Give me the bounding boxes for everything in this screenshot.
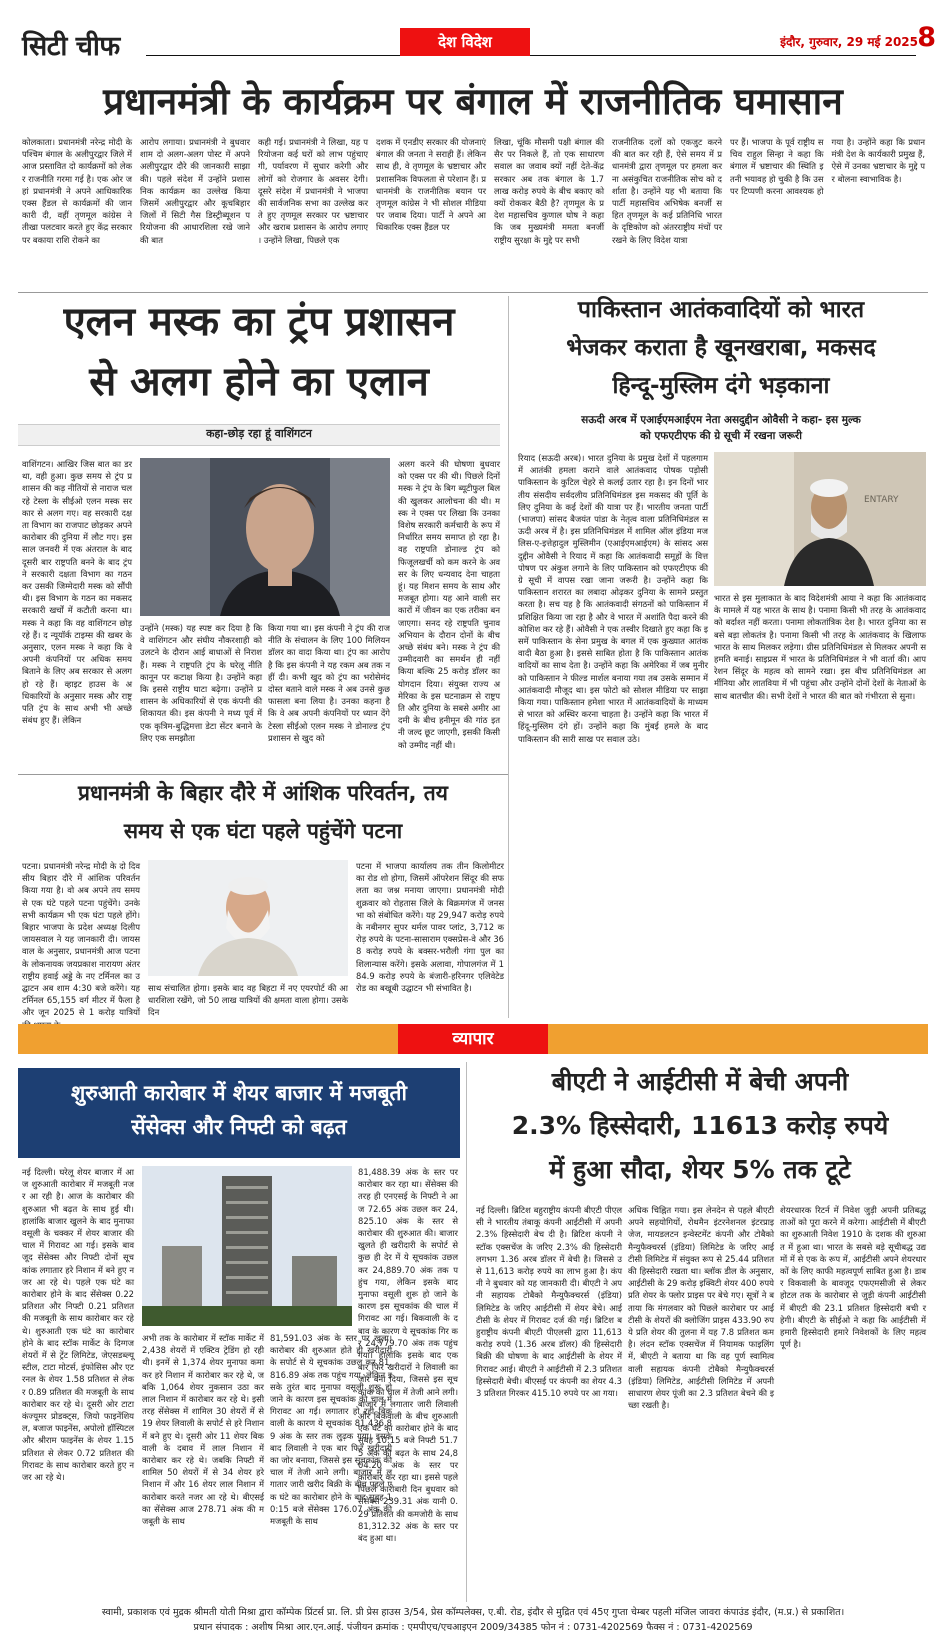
imprint-line-2: प्रधान संपादक : अशीष मिश्रा आर.एन.आई. पंजीयन क्रमांक : एमपीएच/एचआइएन 2009/34385 फोन नं : 0731-4202569 फैक्स नं : 0731-4202569 [193, 1622, 753, 1633]
business-band [18, 1024, 928, 1054]
story4-col2: साथ संचालित होगा। इसके बाद वह बिहटा में नए एयरपोर्ट की आधारशिला रखेंगे, जो 50 लाख यात्रियों की क्षमता वाला होगा। उसके दिन [148, 983, 348, 1018]
story6-headline-2: 2.3% हिस्सेदारी, 11613 करोड़ रुपये [511, 1111, 889, 1140]
column-divider [508, 296, 509, 1018]
story5-col4: 81,488.39 अंक के स्तर पर कारोबार कर रहा था। सेंसेक्स की तरह ही एनएसई के निफ्टी ने आज 72.65 अंक उछल कर 24,825.10 अंक के स्तर से कारोबार की शुरुआत की। बाजार खुलते ही खरीदारी के सपोर्ट से कुछ ही देर में ये सूचकांक उछल कर 24,889.70 अंक तक पहुंच गया, लेकिन इसके बाद मुनाफा वसूली शुरू हो जाने के कारण इस सूचकांक की चाल में गिरावट आ गई। बिकवाली के दबाव के कारण ये सूचकांक गिर कर 24,779.70 अंक तक पहुंच गया। हालांकि इसके बाद एक बार फिर खरीदारों ने लिवाली का जोर बना दिया, जिससे इस सूचकांक की चाल में तेजी आने लगी। बाजार में लगातार जारी लिवाली और बिकवाली के बीच शुरुआती एक घंटे का कारोबार होने के बाद सुबह 10:15 बजे निफ्टी 51.75 अंक की बढ़त के साथ 24,804.20 अंक के स्तर पर कारोबार कर रहा था। इससे पहले पिछले कारोबारी दिन बुधवार को सेंसेक्स 239.31 अंक यानी 0.29 प्रतिशत की कमजोरी के साथ 81,312.32 अंक के स्तर पर बंद हुआ था। [358, 1167, 458, 1544]
story3-headline-2: भेजकर कराता है खूनखराबा, मकसद [566, 335, 876, 361]
bse-building-photo [142, 1166, 352, 1326]
story6-col3: शेयरधारक रिटर्न में निवेश जुड़ी अपनी प्रतिबद्धताओं को पूरा करने में करेगा। आईटीसी में बीएटी का शुरुआती निवेश 1910 के दशक की शुरुआत में हुआ था। भारत के सबसे बड़े सूचीबद्ध उद्यमों में से एक के रूप में, आईटीसी अपने शेयरधारकों के लिए काफी महत्वपूर्ण साबित हुआ है। डाबर विकवाली के बावजूद एफएमसीजी से लेकर होटल तक के कारोबार से जुड़ी कंपनी आईटीसी में बीएटी की 23.1 प्रतिशत हिस्सेदारी बची रहेगी। बीएटी के सीईओ ने कहा कि आईटीसी में हमारी हिस्सेदारी हमारे निवेशकों के लिए महत्वपूर्ण है। [780, 1205, 926, 1350]
section-tag: देश विदेश [400, 28, 530, 56]
story3-headline-1: पाकिस्तान आतंकवादियों को भारत [577, 297, 865, 323]
imprint-footer [18, 1605, 928, 1635]
dateline: इंदौर, गुरुवार, 29 मई 2025 [780, 35, 918, 49]
story6-headline-1: बीएटी ने आईटीसी में बेची अपनी [551, 1067, 849, 1096]
story2-col1: वाशिंगटन। आखिर जिस बात का डर था, वही हुआ। कुछ समय से ट्रंप प्रशासन की कड़ नीतियों से नाराज चल रहे टेस्ला के सीईओ एलन मस्क सरकार से अलग गए। वह सरकारी दक्षता विभाग का राजपाट छोड़कर अपने कारोबार की दुनिया में लौट गए। इस साल जनवरी में एक अंतराल के बाद दूसरी बार राष्ट्रपति बनने के बाद ट्रंप ने सरकारी दक्षता विभाग का गठन कर उसकी जिम्मेदारी मस्क को सौंपी थी। इस विभाग के गठन का मकसद सरकारी खर्चों में कटौती करना था। मस्क ने कहा कि वह वाशिंगटन छोड़ रहे हैं। द न्यूयॉर्क टाइम्स की खबर के अनुसार, एलन मस्क ने कहा कि वे अपनी कंपनियों पर अधिक समय बिताने के लिए अब सरकार से अलग हो रहे हैं। व्हाइट हाउस के अधिकारियों के अनुसार मस्क और राष्ट्रपति ट्रंप के साथ अभी भी अच्छे संबंध हुए हैं। लेकिन [22, 459, 132, 726]
story1-col7: पर हैं। भाजपा के पूर्व राष्ट्रीय सचिव राहुल सिन्हा ने कहा कि बंगाल में भ्रष्टाचार की स्थिति इतनी भयावह हो चुकी है कि उस पर टिप्पणी करना आवश्यक हो गया है। उन्होंने कहा कि प्रधानमंत्री देश के कार्यकारी प्रमुख हैं, ऐसे में उनका भ्रष्टाचार के मुद्दे पर बोलना स्वाभाविक है। [730, 137, 925, 196]
story6-col1: नई दिल्ली। ब्रिटिश बहुराष्ट्रीय कंपनी बीएटी पीएलसी ने भारतीय तंबाकू कंपनी आईटीसी में अपनी 2.3% हिस्सेदारी बेच दी है। ब्रिटिश कंपनी ने स्टॉक एक्सचेंज के जरिए 2.3% की हिस्सेदारी लगभग 1.36 अरब डॉलर में बेची है। जिससे उसे 11,613 करोड़ रुपये का लाभ हुआ है। कंपनी ने बुधवार को यह जानकारी दी। बीएटी ने अपनी सहायक टोबैको मैन्युफैक्चरर्स (इंडिया) लिमिटेड के जरिए आईटीसी में शेयर बेचे। आईटीसी के शेयर में गिरावट दर्ज की गई। ब्रिटिश बहुराष्ट्रीय कंपनी बीएटी पीएलसी द्वारा 11,613 करोड़ रुपये (1.36 अरब डॉलर) की हिस्सेदारी बिक्री की घोषणा के बाद आईटीसी के शेयर में गिरावट आई। बीएटी ने आईटीसी में 2.3 प्रतिशत हिस्सेदारी बेची। बीएसई पर कंपनी का शेयर 4.33 प्रतिशत गिरकर 415.10 रुपये पर आ गया। [476, 1205, 622, 1399]
modi-photo [148, 860, 348, 976]
story6-headline-3: में हुआ सौदा, शेयर 5% तक टूटे [549, 1155, 851, 1184]
story2-col4: अलग करने की घोषणा बुधवार को एक्स पर की थी। पिछले दिनों मस्क ने ट्रंप के बिग ब्यूटीफुल बिल की खुलकर आलोचना की थी। मस्क ने एक्स पर लिखा कि उनका विशेष सरकारी कर्मचारी के रूप में निर्धारित समय समाप्त हो रहा है। वह राष्ट्रपति डोनाल्ड ट्रंप को फिजूलखर्ची को कम करने के अवसर के लिए धन्यवाद देना चाहता हूं। यह मिशन समय के साथ और मजबूत होगा। यह आने वाली सरकारों में जीवन का एक तरीका बन जाएगा। सनद रहे राष्ट्रपति चुनाव अभियान के दौरान दोनों के बीच अच्छे संबंध बने। मस्क ने ट्रंप की उम्मीदवारी का समर्थन ही नहीं किया बल्कि 25 करोड़ डॉलर का योगदान दिया। संयुक्त राज्य अमेरिका के इस घटनाक्रम से राष्ट्रपति और दुनिया के सबसे अमीर आदमी के बीच हनीमून की गांठ इतनी जल्द छूट जाएगी, इसकी किसी को उम्मीद नहीं थी। [398, 459, 500, 750]
story1-headline: प्रधानमंत्री के कार्यक्रम पर बंगाल में राजनीतिक घमासान [103, 80, 843, 123]
story5-col1: नई दिल्ली। घरेलू शेयर बाजार में आज शुरुआती कारोबार में मजबूती नजर आ रही है। आज के कारोबार की शुरुआत भी बढ़त के साथ हुई थी। हालांकि बाजार खुलने के बाद मुनाफा वसूली के चक्कर में शेयर बाजार की चाल में गिरावट आ गई। इसके बावजूद सेंसेक्स और निफ्टी दोनों सूचकांक लगातार हरे निशान में बने हुए नजर आ रहे थे। पहले एक घंटे का कारोबार होने के बाद सेंसेक्स 0.22 प्रतिशत और निफ्टी 0.21 प्रतिशत की मजबूती के साथ कारोबार कर रहे थे। शुरुआती एक घंटे का कारोबार होने के बाद स्टॉक मार्केट के दिग्गज शेयरों में से ट्रेंट लिमिटेड, जेएसडब्ल्यू स्टील, टाटा मोटर्स, इंफोसिस और एटरनल के शेयर 1.58 प्रतिशत से लेकर 0.89 प्रतिशत की मजबूती के साथ कारोबार कर रहे थे। दूसरी ओर टाटा कंज्यूमर प्रोडक्ट्स, जियो फाइनेंशियल, बजाज फाइनेंस, अपोलो हॉस्पिटल और श्रीराम फाइनेंस के शेयर 1.15 प्रतिशत से लेकर 0.72 प्रतिशत की गिरावट के साथ कारोबार करते हुए नजर आ रहे थे। [22, 1167, 134, 1483]
story1-col1: कोलकाता। प्रधानमंत्री नरेन्द्र मोदी के पश्चिम बंगाल के अलीपुरद्वार जिले में आज प्रस्तावित दो कार्यक्रमों को लेकर राजनीति गरमा गई है। एक ओर जहां प्रधानमंत्री ने अपने आधिकारिक एक्स हैंडल से कार्यक्रमों की जानकारी दी, वहीं तृणमूल कांग्रेस ने तीखा पलटवार करते हुए केंद्र सरकार पर बकाया राशि रोकने का [22, 137, 132, 245]
story1-col5: लिखा, चूंकि मौसमी पक्षी बंगाल की सैर पर निकले हैं, तो एक साधारण सवाल का जवाब क्यों नहीं देते-केंद्र सरकार अब तक बंगाल के 1.7 लाख करोड़ रुपये के बीच बकाए को क्यों रोककर बैठी है? तृणमूल के प्रदेश महासचिव कुणाल घोष ने कहा कि जब मुख्यमंत्री ममता बनर्जी राष्ट्रीय सुरक्षा के मुद्दे पर सभी [494, 137, 604, 245]
column-divider [466, 1062, 467, 1602]
owaisi-photo [714, 452, 926, 586]
story2-headline-1: एलन मस्क का ट्रंप प्रशासन [63, 299, 455, 345]
story5-headline-box [18, 1068, 460, 1158]
story5-headline-1: शुरुआती कारोबार में शेयर बाजार में मजबूती [71, 1081, 407, 1105]
story4-headline-2: समय से एक घंटा पहले पहुंचेंगे पटना [123, 819, 403, 843]
business-label: व्यापार [398, 1024, 548, 1054]
story4-col3: पटना में भाजपा कार्यालय तक तीन किलोमीटर का रोड शो होगा, जिसमें ऑपरेशन सिंदूर की सफलता का जश्न मनाया जाएगा। प्रधानमंत्री मोदी शुक्रवार को रोहतास जिले के बिक्रमगंज में जनसभा को संबोधित करेंगे। यह 29,947 करोड़ रुपये के नबीनगर सुपर थर्मल पावर प्लांट, 3,712 करोड़ रुपये के पटना-सासाराम एक्सप्रेस-वे और 368 करोड़ रुपये के बक्सर-भरौली गंगा पुल का शिलान्यास करेंगे। इसके अलावा, गोपालगंज में 184.9 करोड़ रुपये के बंजारी-हरिनगर एलिवेटेड रोड का बखूबी उद्घाटन भी संभावित है। [356, 861, 504, 994]
story2-headline-2: से अलग होने का एलान [89, 359, 429, 405]
story1-col2: आरोप लगाया। प्रधानमंत्री ने बुधवार शाम दो अलग-अलग पोस्ट में अपने अलीपुरद्वार दौरे की जानकारी साझा की। पहले संदेश में उन्होंने प्रशासनिक कार्यक्रम का उल्लेख किया जिसमें अलीपुरद्वार और कूचबिहार जिलों में सिटी गैस डिस्ट्रीब्यूशन परियोजना की आधारशिला रखे जाने की बात [140, 137, 250, 245]
story2-col3: किया गया था। इस कंपनी ने ट्रंप की राजनीति के संचालन के लिए 100 मिलियन डॉलर का वादा किया था। ट्रंप का आरोप है कि इस कंपनी ने यह रकम अब तक नहीं दी। कभी खुद को ट्रंप का भरोसेमंद दोस्त बताने वाले मस्क ने अब उनसे कुछ फासला बना लिया है। उनका कहना है कि वे अब अपनी कंपनियों पर ध्यान देंगे टेस्ला सीईओ एलन मस्क ने डोनाल्ड ट्रंप प्रशासन से खुद को [268, 623, 390, 743]
masthead-rule [146, 55, 916, 56]
story3-strap-1: सऊदी अरब में एआईएमआईएम नेता असदुद्दीन ओवैसी ने कहा- इस मुल्क [581, 414, 861, 426]
story1-col4: दशक में एनडीए सरकार की योजनाएं बंगाल की जनता ने सराही हैं। लेकिन साथ ही, वे तृणमूल के भ्रष्टाचार और प्रशासनिक विफलता से परेशान हैं। प्रधानमंत्री के राजनीतिक बयान पर तृणमूल कांग्रेस ने भी सोशल मीडिया पर जवाब दिया। पार्टी ने अपने आधिकारिक एक्स हैंडल पर [376, 137, 486, 233]
story5-col2: अभी तक के कारोबार में स्टॉक मार्केट में 2,438 शेयरों में एक्टिव ट्रेडिंग हो रही थी। इनमें से 1,374 शेयर मुनाफा कमा कर हरे निशान में कारोबार कर रहे थे, जबकि 1,064 शेयर नुकसान उठा कर लाल निशान में कारोबार कर रहे थे। इसी तरह सेंसेक्स में शामिल 30 शेयरों में से 19 शेयर लिवाली के सपोर्ट से हरे निशान में बने हुए थे। दूसरी ओर 11 शेयर बिकवाली के दबाव में लाल निशान में कारोबार कर रहे थे। जबकि निफ्टी में शामिल 50 शेयरों में से 34 शेयर हरे निशान में और 16 शेयर लाल निशान में कारोबार करते नजर आ रहे थे। बीएसई का सेंसेक्स आज 278.71 अंक की मजबूती के साथ [142, 1333, 264, 1527]
imprint-line-1: स्वामी, प्रकाशक एवं मुद्रक श्रीमती योती मिश्रा द्वारा कॉम्पेक प्रिंटर्स प्रा. लि. प्री प्रेस हाउस 3/54, प्रेस कॉम्पलेक्स, ए.बी. रोड, इंदौर से मुद्रित एवं 45ए गुप्ता चेम्बर पहली मंजिल जावरा कंपाउंड इंदौर, (म.प्र.) से प्रकाशित। [101, 1607, 845, 1618]
page-number: 8 [917, 22, 936, 53]
story3-strap-2: को एफएटीएफ की ग्रे सूची में रखना जरूरी [640, 430, 802, 442]
story4-col1: पटना। प्रधानमंत्री नरेन्द्र मोदी के दो दिवसीय बिहार दौरे में आंशिक परिवर्तन किया गया है। वो अब अपने तय समय से एक घंटे पहले पटना पहुंचेंगे। उनके सभी कार्यक्रम भी एक घंटा पहले होंगे। बिहार भाजपा के प्रदेश अध्यक्ष दिलीप जायसवाल ने यह जानकारी दी। जायसवाल के अनुसार, प्रधानमंत्री आज पटना के लोकनायक जयप्रकाश नारायण अंतरराष्ट्रीय हवाई अड्डे के नए टर्मिनल का उद्घाटन अब शाम 4:30 बजे करेंगे। यह टर्मिनल 65,155 वर्ग मीटर में फैला है और जून 2025 से 1 करोड़ यात्रियों [22, 861, 140, 1018]
story4-headline-1: प्रधानमंत्री के बिहार दौरे में आंशिक परिवर्तन, तय [78, 781, 448, 805]
newspaper-logo: सिटी चीफ [22, 31, 120, 62]
masthead [18, 20, 936, 70]
story5-headline-2: सेंसेक्स और निफ्टी को बढ़त [131, 1115, 347, 1139]
elon-musk-photo [140, 458, 390, 616]
svg-text:ENTARY: ENTARY [864, 495, 899, 505]
story3-col2: भारत से इस मुलाकात के बाद विदेशमंत्री आया ने कहा कि आतंकवाद के मामले में यह भारत के साथ है। पनामा किसी भी तरह के आतंकवाद को बर्दाश्त नहीं करता। पनामा लोकतांत्रिक देश है। भारत दुनिया का सबसे बड़ा लोकतंत्र है। पनामा किसी भी तरह के आतंकवाद के खिलाफ भारत के साथ मिलकर लड़ेगा। ग्रीस प्रतिनिधिमंडल से मिलकर अपनी सहमति बनाई। साइप्रस में भारत के प्रतिनिधिमंडल ने भी वार्ता की। आपरेशन सिंदूर के महत्व को सामने रखा। इस बीच प्रतिनिधिमंडल आर्मीनिया और लातविया में भी पहुंचा और उन्होंने दोनों देशों के नेताओं के साथ बातचीत की। सभी देशों ने भारत की बात को गंभीरता से सुना। [714, 593, 926, 701]
story2-strap: कहा-छोड़ रहा हूं वाशिंगटन [206, 427, 312, 440]
story1-col3: कही गई। प्रधानमंत्री ने लिखा, यह परियोजना कई घरों को लाभ पहुंचाएगी, पर्यावरण में सुधार करेगी और लोगों को रोजगार के अवसर देगी। दूसरे संदेश में प्रधानमंत्री ने भाजपा की सार्वजनिक सभा का उल्लेख करते हुए तृणमूल सरकार पर भ्रष्टाचार और खराब प्रशासन के आरोप लगाए। उन्होंने लिखा, पिछले एक [258, 137, 368, 245]
divider [18, 292, 928, 293]
story5-col3: 81,591.03 अंक के स्तर पर खुला। कारोबार की शुरुआत होते ही खरीदारी के सपोर्ट से ये सूचकांक उछल कर 81,816.89 अंक तक पहुंच गया, लेकिन इसके तुरंत बाद मुनाफा वसूली शुरू हो जाने के कारण इस सूचकांक की चाल में गिरावट आ गई। लगातार हो रही बिकवाली के कारण ये सूचकांक 81,436.89 अंक के स्तर तक लुढ़क गया। इसके बाद लिवाली ने एक बार फिर खरीदारी का जोर बनाया, जिससे इस सूचकांक की चाल में तेजी आने लगी। बाजार में लगातार जारी खरीद बिक्री के बीच पहले एक घंटे का कारोबार होने के बाद सुबह 10:15 बजे सेंसेक्स 176.07 अंक की मजबूती के साथ [270, 1333, 392, 1527]
story3-col1: रियाद (सऊदी अरब)। भारत दुनिया के प्रमुख देशों में पहलगाम में आतंकी हमला कराने वाले आतंकवाद पोषक पड़ोसी पाकिस्तान के कुटिल चेहरे से कलई उतार रहा है। इन दिनों भारतीय संसदीय सर्वदलीय प्रतिनिधिमंडल इस मकसद की पूर्ति के लिए दुनिया के कई देशों की यात्रा पर हैं। भारतीय जनता पार्टी (भाजपा) सांसद बैजयंत पांडा के नेतृत्व वाला प्रतिनिधिमंडल सऊदी अरब में है। इस प्रतिनिधिमंडल में शामिल ऑल इंडिया मजलिस-ए-इत्तेहादुल मुस्लिमीन (एआईएमआईएम) के सांसद असदुद्दीन ओवैसी ने रियाद में कहा कि आतंकवादी समूहों के वित्तपोषण पर अंकुश लगाने के लिए पाकिस्तान को एफएटीएफ की ग्रे सूची में वापस रखा जाना जरूरी है। उन्होंने कहा कि पाकिस्तान शरारत का लबादा ओढ़कर दुनिया के सामने प्रस्तुत करता है। सच यह है कि आतंकवादी संगठनों को पाकिस्तान में प्रशिक्षित किया जा रहा है और वे भारत में अशांति पैदा करने की कोशिश कर रहे हैं। ओवैसी ने एक तस्वीर दिखाते हुए कहा कि इसमें पाकिस्तान के सेना प्रमुख के बगल में एक कुख्यात आतंकवादी बैठा हुआ है। इससे साबित होता है कि पाकिस्तान आतंकवादियों का साथ देता है। उन्होंने कहा कि अमेरिका में जब मुनीर को पाकिस्तान ने फील्ड मार्शल बनाया गया तब उसके सम्मान में आतंकवादी मौजूद था। इस फोटो को सोशल मीडिया पर साझा किया गया। पाकिस्तान हमेशा भारत में आतंकवादियों के माध्यम से भारत को अस्थिर करना चाहता है। उन्होंने कहा कि भारत में हिंदू-मुस्लिम दंगे हों। उन्होंने कहा कि मुंबई हमले के बाद पाकिस्तान की सारी साख पर सवाल उठे। [518, 453, 708, 744]
story6-col2: अधिक चिह्नित गया। इस लेनदेन से पहले बीएटी अपने सहयोगियों, रोथमैन इंटरनेशनल इंटरप्राइजेज, मायडलटन इन्वेस्टमेंट कंपनी और टोबैको मैन्युफैक्चरर्स (इंडिया) लिमिटेड के जरिए आईटीसी लिमिटेड में संयुक्त रूप से 25.44 प्रतिशत की हिस्सेदारी रखता था। ब्लॉक डील के अनुसार, आईटीसी के 29 करोड़ इक्विटी शेयर 400 रुपये प्रति शेयर के फ्लोर प्राइस पर बेचे गए। सूत्रों ने बताया कि मंगलवार को पिछले कारोबार पर आईटीसी के शेयरों की क्लोजिंग प्राइस 433.90 रुपये प्रति शेयर की तुलना में यह 7.8 प्रतिशत कम है। लंदन स्टॉक एक्सचेंज में नियामक फाइलिंग में, बीएटी ने बताया था कि वह पूर्ण स्वामित्व वाली सहायक कंपनी टोबैको मैन्युफैक्चरर्स (इंडिया) लिमिटेड, आईटीसी लिमिटेड में अपनी साधारण शेयर पूंजी का 2.3 प्रतिशत बेचने की इच्छा रखती है। [628, 1205, 774, 1411]
story3-headline-3: हिन्दू-मुस्लिम दंगे भड़काना [612, 373, 830, 399]
story2-col2: उन्होंने (मस्क) यह स्पष्ट कर दिया है कि वे वाशिंगटन और संघीय नौकरशाही को उलटने के दौरान आई बाधाओं से निराश हैं। मस्क ने राष्ट्रपति ट्रंप के घरेलू नीति कानून पर कटाक्ष किया है। उन्होंने कहा कि इससे राष्ट्रीय घाटा बढ़ेगा। उन्होंने प्रशासन के अधिकारियों से एक कंपनी की शिकायत की। इस कंपनी ने मध्य पूर्व में एक कृत्रिम-बुद्धिमत्ता डेटा सेंटर बनाने के लिए एक समझौता [140, 623, 262, 743]
divider [18, 774, 508, 775]
story1-col6: राजनीतिक दलों को एकजुट करने की बात कर रही हैं, ऐसे समय में प्रधानमंत्री द्वारा तृणमूल पर हमला करना असंकुचित राजनीतिक सोच को दर्शाता है। उन्होंने यह भी बताया कि पार्टी महासचिव अभिषेक बनर्जी सहित तृणमूल के कई प्रतिनिधि भारत के दृष्टिकोण को अंतरराष्ट्रीय मंचों पर रखने के लिए विदेश यात्रा [612, 137, 722, 245]
